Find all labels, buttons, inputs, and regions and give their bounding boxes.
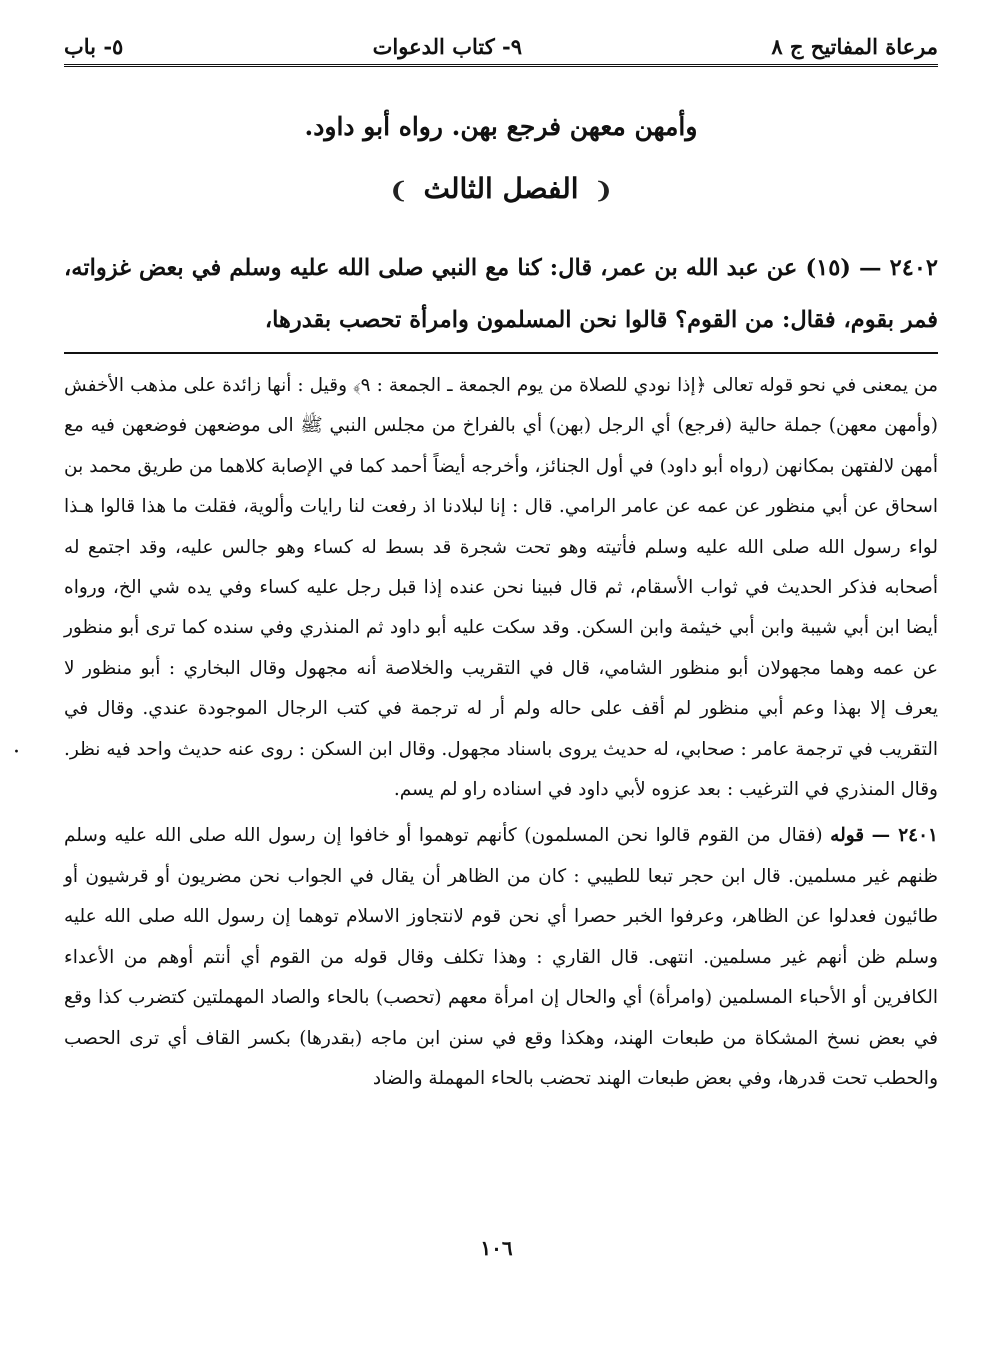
header-rule [64,64,938,67]
margin-mark: · [13,740,20,765]
header-section-label: ٥- باب [64,33,124,59]
running-header [64,24,938,68]
section-heading [64,172,938,205]
commentary-hadith-number: ٢٤٠١ — [871,825,938,847]
commentary-divider [64,352,938,354]
hadith-body: عن عبد الله بن عمر، قال: كنا مع النبي صلى الله عليه وسلم في بعض غزواته، فمر بقوم، فقال: من القوم؟ قالوا نحن المسلمون وامرأة تحصب بقدرها، [64,255,938,333]
commentary-paragraph-1: من يمعنى في نحو قوله تعالى ﴿إذا نودي للصلاة من يوم الجمعة ـ الجمعة : ٩﴾ وقيل : أنها زائدة على مذهب الأخفش (وأمهن معهن) جملة حالية (فرجع) أي الرجل (بهن) أي بالفراخ من مجلس النبي ﷺ الى موضعهن فوضعهن فيه مع أمهن لالفتهن بمكانهن (رواه أبو داود) في أول الجنائز، وأخرجه أيضاً أحمد كما في الإصابة كلاهما من طريق محمد بن اسحاق عن أبي منظور عن عمه عن عامر الرامي. قال : إنا لبلادنا اذ رفعت لنا رايات وألوية، فقلت ما هذا قالوا هـذا لواء رسول الله صلى الله عليه وسلم فأتيته وهو تحت شجرة قد بسط له كساء وهو جالس عليه، وقد اجتمع له أصحابه فذكر الحديث في ثواب الأسقام، ثم قال فبينا نحن عنده إذا قبل رجل عليه كساء وفي يده شي الخ، ورواه أيضا ابن أبي شيبة وابن أبي خيثمة وابن السكن. وقد سكت عليه أبو داود ثم المنذري وفي سنده كما ترى أبو منظور عن عمه وهما مجهولان أبو منظور الشامي، قال في التقريب والخلاصة أنه مجهول وقال البخاري : أبو منظور لا يعرف إلا بهذا وعم أبي منظور لم أقف على حاله ولم أر له ترجمة في كتب الرجال الموجودة عندي. وقال في التقريب في ترجمة عامر : صحابي، له حديث يروى باسناد مجهول. وقال ابن السكن : روى عنه حديث واحد فيه نظر. وقال المنذري في الترغيب : بعد عزوه لأبي داود في اسناده راو لم يسم. [64,375,938,801]
commentary-keyword: قوله [830,825,865,847]
section-heading-text: الفصل الثالث [423,172,579,205]
header-chapter-title: ٩- كتاب الدعوات [372,33,523,59]
previous-hadith-ending: وأمهن معهن فرجع بهن. رواه أبو داود. [304,112,698,141]
hadith-text-block [64,242,938,346]
header-book-title: مرعاة المفاتيح ج ٨ [771,33,938,59]
commentary-paragraph-2 [64,816,938,1099]
ornament-right-icon: ❨ [594,178,613,204]
ornament-left-icon: ❩ [389,178,408,204]
hadith-number: ٢٤٠٢ — (١٥) [805,255,939,281]
page-number: ١٠٦ [480,1236,513,1260]
commentary-paragraph-2-text: (فقال من القوم قالوا نحن المسلمون) كأنهم توهموا أو خافوا إن رسول الله صلى الله عليه وسلم ظنهم غير مسلمين. قال ابن حجر تبعا للطيبي : كان من الظاهر أن يقال في الجواب نحن مضريون أو قرشيون أو طائيون فعدلوا عن الظاهر، وعرفوا الخبر حصرا أي نحن قوم لانتجاوز الاسلام توهما إن رسول الله صلى الله عليه وسلم ظن أنهم غير مسلمين. انتهى. قال القاري : وهذا تكلف وقال قوله من القوم أي أنتم أوهم من الأعداء الكافرين أو الأحباء المسلمين (وامرأة) أي والحال إن امرأة معهم (تحصب) بالحاء والصاد المهملتين كتضرب كذا وقع في بعض نسخ المشكاة من طبعات الهند، وهكذا وقع في سنن ابن ماجه (بقدرها) بكسر القاف أي ترى الحصب والحطب تحت قدرها، وفي بعض طبعات الهند تحضب بالحاء المهملة والضاد [64,825,938,1089]
commentary-block [64,366,938,1099]
